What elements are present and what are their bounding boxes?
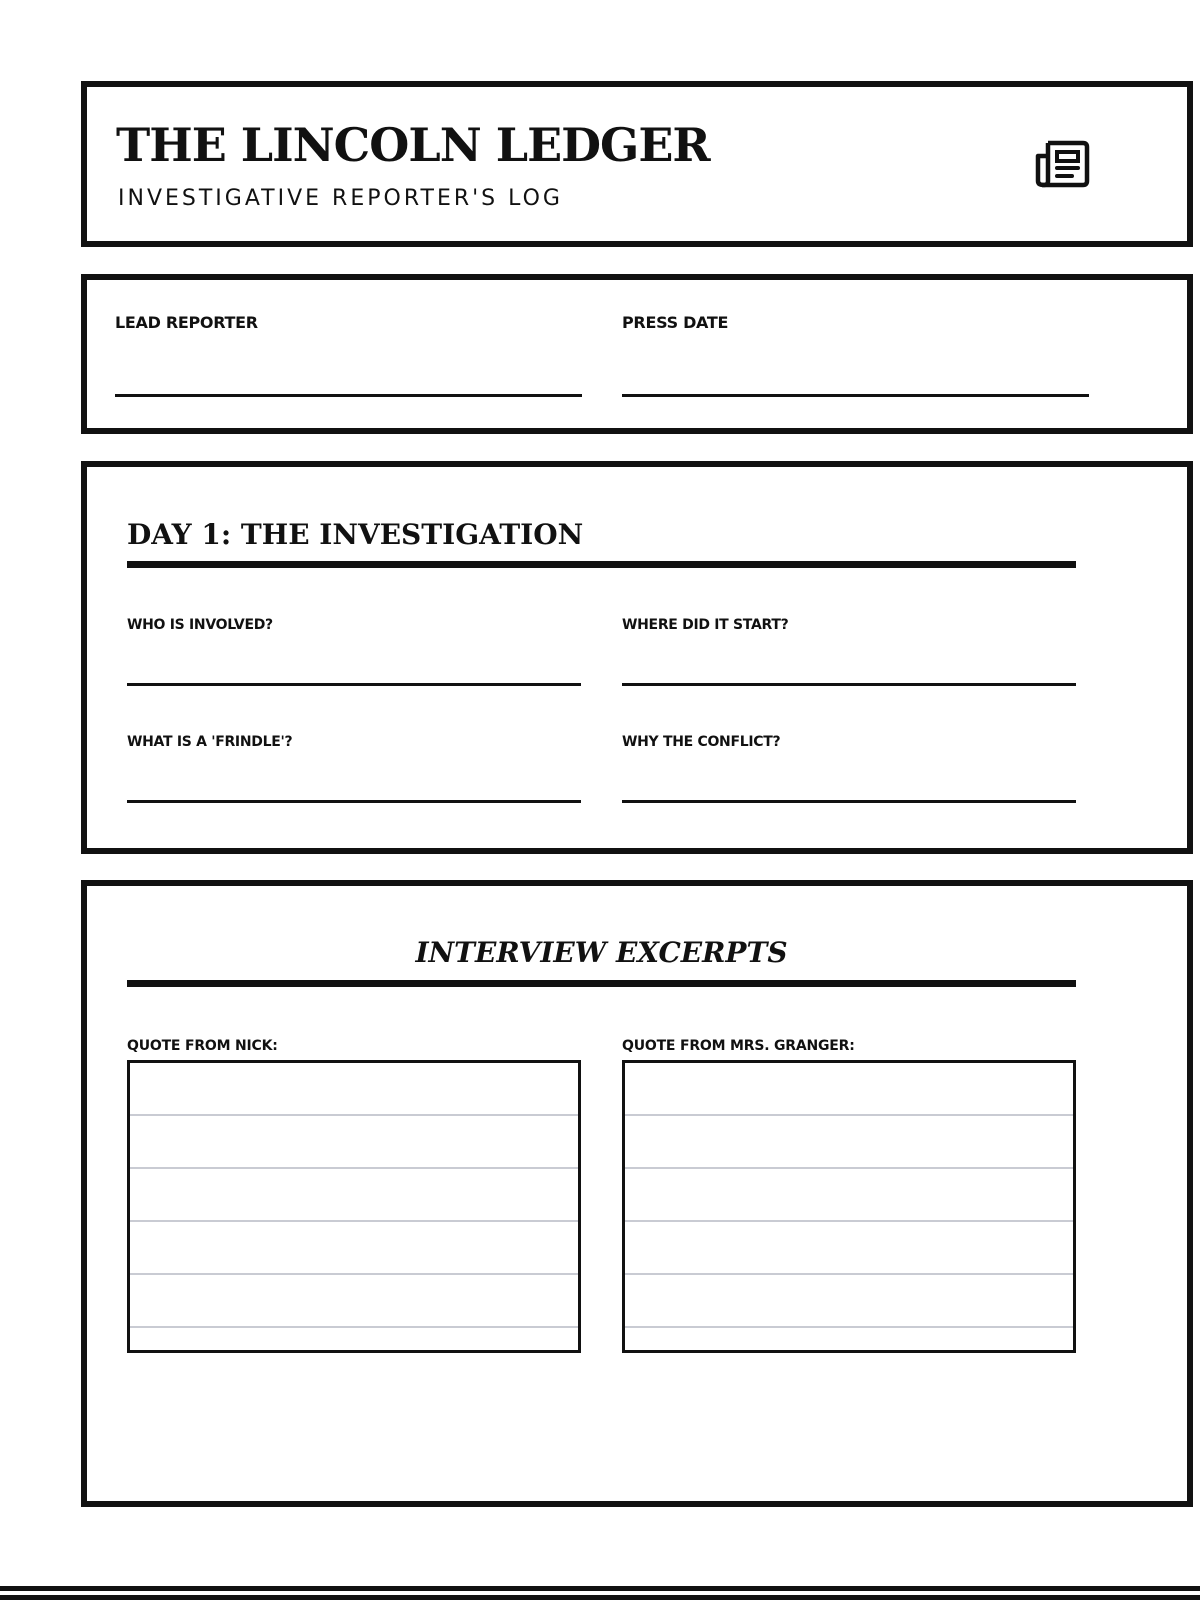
interview-heading: INTERVIEW EXCERPTS xyxy=(415,936,788,969)
nick-quote-box[interactable] xyxy=(127,1060,581,1353)
masthead-title: THE LINCOLN LEDGER xyxy=(116,118,710,172)
investigation-panel xyxy=(81,461,1193,854)
lead-reporter-label: LEAD REPORTER xyxy=(115,313,258,332)
question-label: WHAT IS A 'FRINDLE'? xyxy=(127,734,293,750)
investigation-heading-rule xyxy=(127,561,1076,568)
press-date-label: PRESS DATE xyxy=(622,313,729,332)
question-label: WHO IS INVOLVED? xyxy=(127,617,273,633)
investigation-heading: DAY 1: THE INVESTIGATION xyxy=(127,518,584,551)
footer-double-rule xyxy=(0,1586,1200,1600)
masthead-subtitle: INVESTIGATIVE REPORTER'S LOG xyxy=(118,186,563,211)
question-label: WHY THE CONFLICT? xyxy=(622,734,781,750)
answer-line xyxy=(127,683,581,686)
lead-reporter-field[interactable] xyxy=(115,313,582,397)
where-start-field[interactable] xyxy=(622,616,1076,686)
why-conflict-field[interactable] xyxy=(622,733,1076,803)
press-date-line xyxy=(622,394,1089,397)
interview-panel xyxy=(81,880,1193,1507)
masthead xyxy=(81,81,1193,247)
interview-heading-rule xyxy=(127,980,1076,987)
press-date-field[interactable] xyxy=(622,313,1089,397)
granger-quote-box[interactable] xyxy=(622,1060,1076,1353)
what-frindle-field[interactable] xyxy=(127,733,581,803)
answer-line xyxy=(127,800,581,803)
nick-quote-label: QUOTE FROM NICK: xyxy=(127,1038,278,1054)
answer-line xyxy=(622,800,1076,803)
lead-reporter-line xyxy=(115,394,582,397)
answer-line xyxy=(622,683,1076,686)
reporter-info-panel xyxy=(81,274,1193,434)
granger-quote-label: QUOTE FROM MRS. GRANGER: xyxy=(622,1038,855,1054)
newspaper-icon xyxy=(1034,138,1090,190)
who-involved-field[interactable] xyxy=(127,616,581,686)
question-label: WHERE DID IT START? xyxy=(622,617,789,633)
